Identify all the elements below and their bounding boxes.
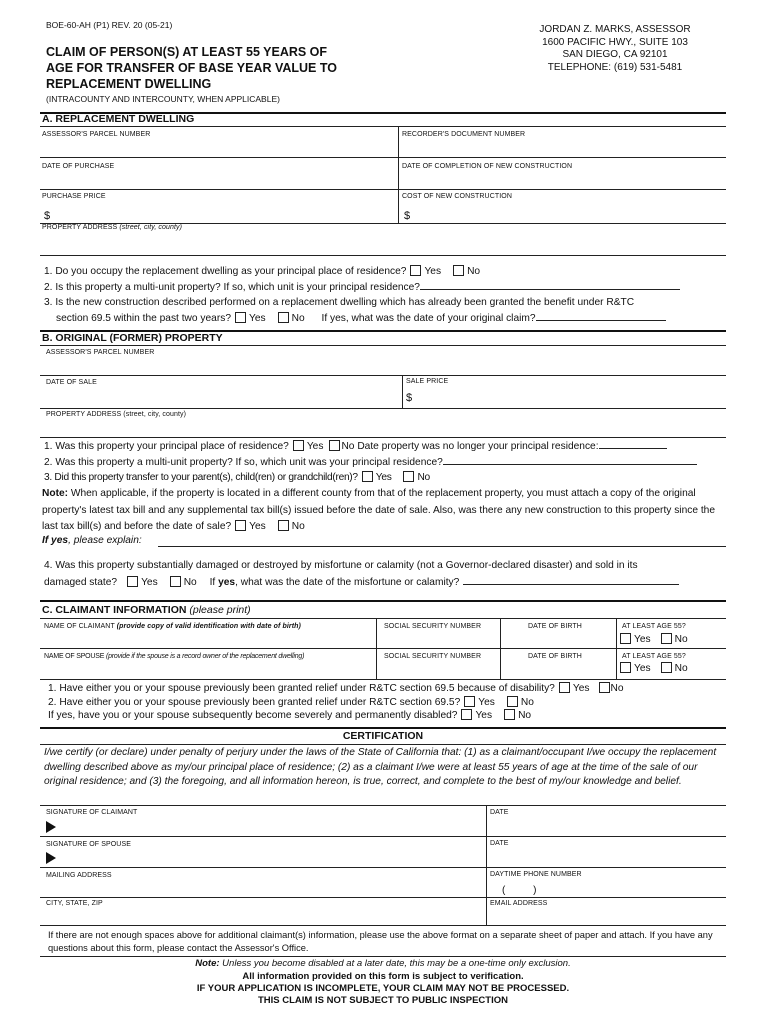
divider <box>376 618 377 680</box>
c-claimant-age-label: AT LEAST AGE 55? <box>622 623 686 630</box>
a-question-2: 2. Is this property a multi-unit property? If so, which unit is your principal residence? <box>44 281 680 293</box>
a-price-field[interactable] <box>54 206 394 222</box>
a-question-1: 1. Do you occupy the replacement dwelling as your principal place of residence? Yes No <box>44 266 481 277</box>
a-recorder-label: RECORDER'S DOCUMENT NUMBER <box>402 131 526 138</box>
form-subtitle: (INTRACOUNTY AND INTERCOUNTY, WHEN APPLICABLE) <box>46 94 280 104</box>
divider <box>398 126 399 224</box>
phone-field[interactable]: ( ) <box>502 885 537 896</box>
b-q3-no-checkbox[interactable] <box>403 471 414 482</box>
a-address-label: PROPERTY ADDRESS (street, city, county) <box>42 224 183 231</box>
mailing-field[interactable] <box>42 880 482 896</box>
divider <box>40 126 726 127</box>
c-claimant-age-no-checkbox[interactable] <box>661 633 672 644</box>
b-address-label: PROPERTY ADDRESS (street, city, county) <box>46 411 187 418</box>
c-claimant-name-field[interactable] <box>42 633 374 649</box>
b-sale-price-field[interactable] <box>416 388 724 406</box>
b-question-3: 3. Did this property transfer to your parent(s), child(ren) or grandchild(ren)? Yes No <box>44 472 430 483</box>
city-label: CITY, STATE, ZIP <box>46 900 103 907</box>
c-spouse-age-label: AT LEAST AGE 55? <box>622 653 686 660</box>
section-a-heading: A. REPLACEMENT DWELLING <box>42 113 195 125</box>
divider <box>40 408 726 409</box>
a-q3-yes-checkbox[interactable] <box>235 312 246 323</box>
b-q1-no-checkbox[interactable] <box>329 440 340 451</box>
c-spouse-name-field[interactable] <box>42 663 374 679</box>
assessor-block: JORDAN Z. MARKS, ASSESSOR 1600 PACIFIC HWY., SUITE 103 SAN DIEGO, CA 92101 TELEPHONE: (619) 531-5481 <box>539 24 691 73</box>
divider <box>40 744 726 745</box>
divider <box>40 255 726 256</box>
b-sale-date-field[interactable] <box>40 388 400 406</box>
sign-here-arrow-icon <box>46 852 56 864</box>
divider <box>40 618 726 619</box>
certification-text: I/we certify (or declare) under penalty of perjury under the laws of the State of California that: (1) as a claimant/occupant I/we occupy the replacement dwelling described above as my/our principal place of residence; (2) as a claimant I/we were at least 55 years of age at the time of the sale of our original residence; and (3) the foregoing, and all information hereon, is true, correct, and complete to the best of my/our knowledge and belief. <box>44 747 717 788</box>
b-question-1: 1. Was this property your principal place of residence? Yes No Date property was no longer your principal residence: <box>44 440 667 452</box>
a-cost-dollar: $ <box>404 210 411 222</box>
b-address-field[interactable] <box>40 420 726 436</box>
a-purchase-date-label: DATE OF PURCHASE <box>42 163 115 170</box>
divider <box>40 648 726 649</box>
spouse-date-label: DATE <box>490 840 509 847</box>
a-price-dollar: $ <box>44 210 51 222</box>
divider <box>40 679 726 680</box>
b-q4-yes-checkbox[interactable] <box>127 576 138 587</box>
c-spouse-ssn-label: SOCIAL SECURITY NUMBER <box>384 653 482 660</box>
b-q4-no-checkbox[interactable] <box>170 576 181 587</box>
a-price-label: PURCHASE PRICE <box>42 193 106 200</box>
b-q3-yes-checkbox[interactable] <box>362 471 373 482</box>
a-purchase-date-field[interactable] <box>40 172 398 188</box>
c-question-3: If yes, have you or your spouse subsequently become severely and permanently disabled? Yes No <box>48 710 532 721</box>
certification-heading: CERTIFICATION <box>342 730 424 742</box>
footer-public-inspection: THIS CLAIM IS NOT SUBJECT TO PUBLIC INSPECTION <box>257 995 508 1006</box>
divider <box>40 897 726 898</box>
c-q2-no-checkbox[interactable] <box>507 696 518 707</box>
c-spouse-age-no-checkbox[interactable] <box>661 662 672 673</box>
divider <box>40 375 726 376</box>
email-field[interactable] <box>490 908 724 924</box>
c-claimant-age-options: Yes No <box>616 633 688 645</box>
sign-here-arrow-icon <box>46 821 56 833</box>
a-parcel-field[interactable] <box>40 140 398 156</box>
mailing-label: MAILING ADDRESS <box>46 872 112 879</box>
sig-spouse-field[interactable] <box>60 849 480 867</box>
b-question-4-cont: damaged state? Yes No If yes, what was the date of the misfortune or calamity? <box>44 576 679 588</box>
b-explain: If yes, please explain: <box>42 535 142 546</box>
c-question-1: 1. Have either you or your spouse previously been granted relief under R&TC section 69.5 because of disability? Yes No <box>48 683 624 694</box>
c-q2-yes-checkbox[interactable] <box>464 696 475 707</box>
b-sale-price-label: SALE PRICE <box>406 378 449 385</box>
divider <box>40 925 726 926</box>
c-claimant-dob-label: DATE OF BIRTH <box>528 623 582 630</box>
a-parcel-label: ASSESSOR'S PARCEL NUMBER <box>42 131 151 138</box>
c-spouse-age-options: Yes No <box>616 662 688 674</box>
spouse-date-field[interactable] <box>490 849 724 867</box>
b-explain-field[interactable] <box>158 546 726 547</box>
a-cost-field[interactable] <box>414 206 724 222</box>
divider <box>402 375 403 409</box>
c-q1-yes-checkbox[interactable] <box>559 682 570 693</box>
b-q1-date-field[interactable] <box>599 440 667 449</box>
email-label: EMAIL ADDRESS <box>490 900 548 907</box>
a-q3-date-field[interactable] <box>536 312 666 321</box>
divider <box>40 956 726 957</box>
sig-claimant-label: SIGNATURE OF CLAIMANT <box>46 809 138 816</box>
c-spouse-dob-label: DATE OF BIRTH <box>528 653 582 660</box>
c-spouse-ssn-field[interactable] <box>378 663 498 679</box>
c-claimant-ssn-field[interactable] <box>378 633 498 649</box>
b-note: Note: When applicable, if the property is located in a different county from that of the replacement property, you must attach a copy of the original property's latest tax bill and any supplemental tax bill(s) issued before the date of sale. Also, was there any new construction to this property since the last tax bill(s) and before the date of sale? Yes No <box>42 488 715 532</box>
a-q2-field[interactable] <box>420 281 680 290</box>
a-address-field[interactable] <box>40 234 726 254</box>
a-completion-date-label: DATE OF COMPLETION OF NEW CONSTRUCTION <box>402 163 573 170</box>
section-b-heading: B. ORIGINAL (FORMER) PROPERTY <box>42 332 223 344</box>
phone-label: DAYTIME PHONE NUMBER <box>490 871 582 878</box>
c-spouse-label: NAME OF SPOUSE (provide if the spouse is a record owner of the replacement dwelling) <box>44 653 305 660</box>
c-q3-yes-checkbox[interactable] <box>461 709 472 720</box>
c-q1-no-checkbox[interactable] <box>599 682 610 693</box>
b-q1-yes-checkbox[interactable] <box>293 440 304 451</box>
c-question-2: 2. Have either you or your spouse previously been granted relief under R&TC section 69.5? Yes No <box>48 697 534 708</box>
b-parcel-field[interactable] <box>40 358 726 374</box>
b-q2-field[interactable] <box>443 456 697 465</box>
b-sale-price-dollar: $ <box>406 392 413 404</box>
footer-note: Note: Unless you become disabled at a later date, this may be a one-time only exclusion. <box>195 958 571 969</box>
a-question-3: 3. Is the new construction described performed on a replacement dwelling which has already been granted the benefit under R&TC <box>44 297 635 308</box>
section-c-rule <box>40 600 726 602</box>
divider <box>486 805 487 925</box>
form-title: CLAIM OF PERSON(S) AT LEAST 55 YEARS OF AGE FOR TRANSFER OF BASE YEAR VALUE TO REPLACEMENT DWELLING <box>46 45 337 91</box>
divider <box>40 867 726 868</box>
b-parcel-label: ASSESSOR'S PARCEL NUMBER <box>46 349 155 356</box>
claimant-date-label: DATE <box>490 809 509 816</box>
divider <box>500 618 501 680</box>
b-note-no-checkbox[interactable] <box>278 520 289 531</box>
sig-claimant-field[interactable] <box>60 818 480 836</box>
certification-rule <box>40 727 726 729</box>
sig-spouse-label: SIGNATURE OF SPOUSE <box>46 841 132 848</box>
c-q3-no-checkbox[interactable] <box>504 709 515 720</box>
b-note-yes-checkbox[interactable] <box>235 520 246 531</box>
a-q1-no-checkbox[interactable] <box>453 265 464 276</box>
c-claimant-dob-field[interactable] <box>502 633 614 649</box>
c-spouse-age-yes-checkbox[interactable] <box>620 662 631 673</box>
c-claimant-label: NAME OF CLAIMANT (provide copy of valid identification with date of birth) <box>44 623 301 630</box>
divider <box>40 157 726 158</box>
divider <box>40 345 726 346</box>
a-q3-no-checkbox[interactable] <box>278 312 289 323</box>
a-cost-label: COST OF NEW CONSTRUCTION <box>402 193 512 200</box>
b-sale-date-label: DATE OF SALE <box>46 379 97 386</box>
divider <box>40 836 726 837</box>
a-q1-yes-checkbox[interactable] <box>410 265 421 276</box>
b-question-4: 4. Was this property substantially damaged or destroyed by misfortune or calamity (not a Governor-declared disaster) and sold in its <box>44 560 638 571</box>
footer-extra-info: If there are not enough spaces above for additional claimant(s) information, please use the above format on a separate sheet of paper and attach. If you have any questions about this form, please contact the Assessor's Office. <box>48 930 713 953</box>
a-completion-date-field[interactable] <box>400 172 726 188</box>
divider <box>40 437 726 438</box>
divider <box>40 189 726 190</box>
section-c-heading: C. CLAIMANT INFORMATION (please print) <box>42 604 251 616</box>
footer-incomplete-warning: IF YOUR APPLICATION IS INCOMPLETE, YOUR CLAIM MAY NOT BE PROCESSED. <box>196 983 570 994</box>
b-q4-date-field[interactable] <box>463 576 679 585</box>
a-question-3-cont: section 69.5 within the past two years? Yes No If yes, what was the date of your original claim? <box>56 312 666 324</box>
a-recorder-field[interactable] <box>400 140 726 156</box>
claimant-date-field[interactable] <box>490 818 724 836</box>
divider <box>40 805 726 806</box>
c-spouse-dob-field[interactable] <box>502 663 614 679</box>
c-claimant-ssn-label: SOCIAL SECURITY NUMBER <box>384 623 482 630</box>
footer-verification: All information provided on this form is subject to verification. <box>242 971 524 982</box>
form-id: BOE-60-AH (P1) REV. 20 (05-21) <box>46 20 173 30</box>
b-question-2: 2. Was this property a multi-unit property? If so, which unit was your principal residence? <box>44 456 697 468</box>
c-claimant-age-yes-checkbox[interactable] <box>620 633 631 644</box>
city-field[interactable] <box>42 908 482 924</box>
